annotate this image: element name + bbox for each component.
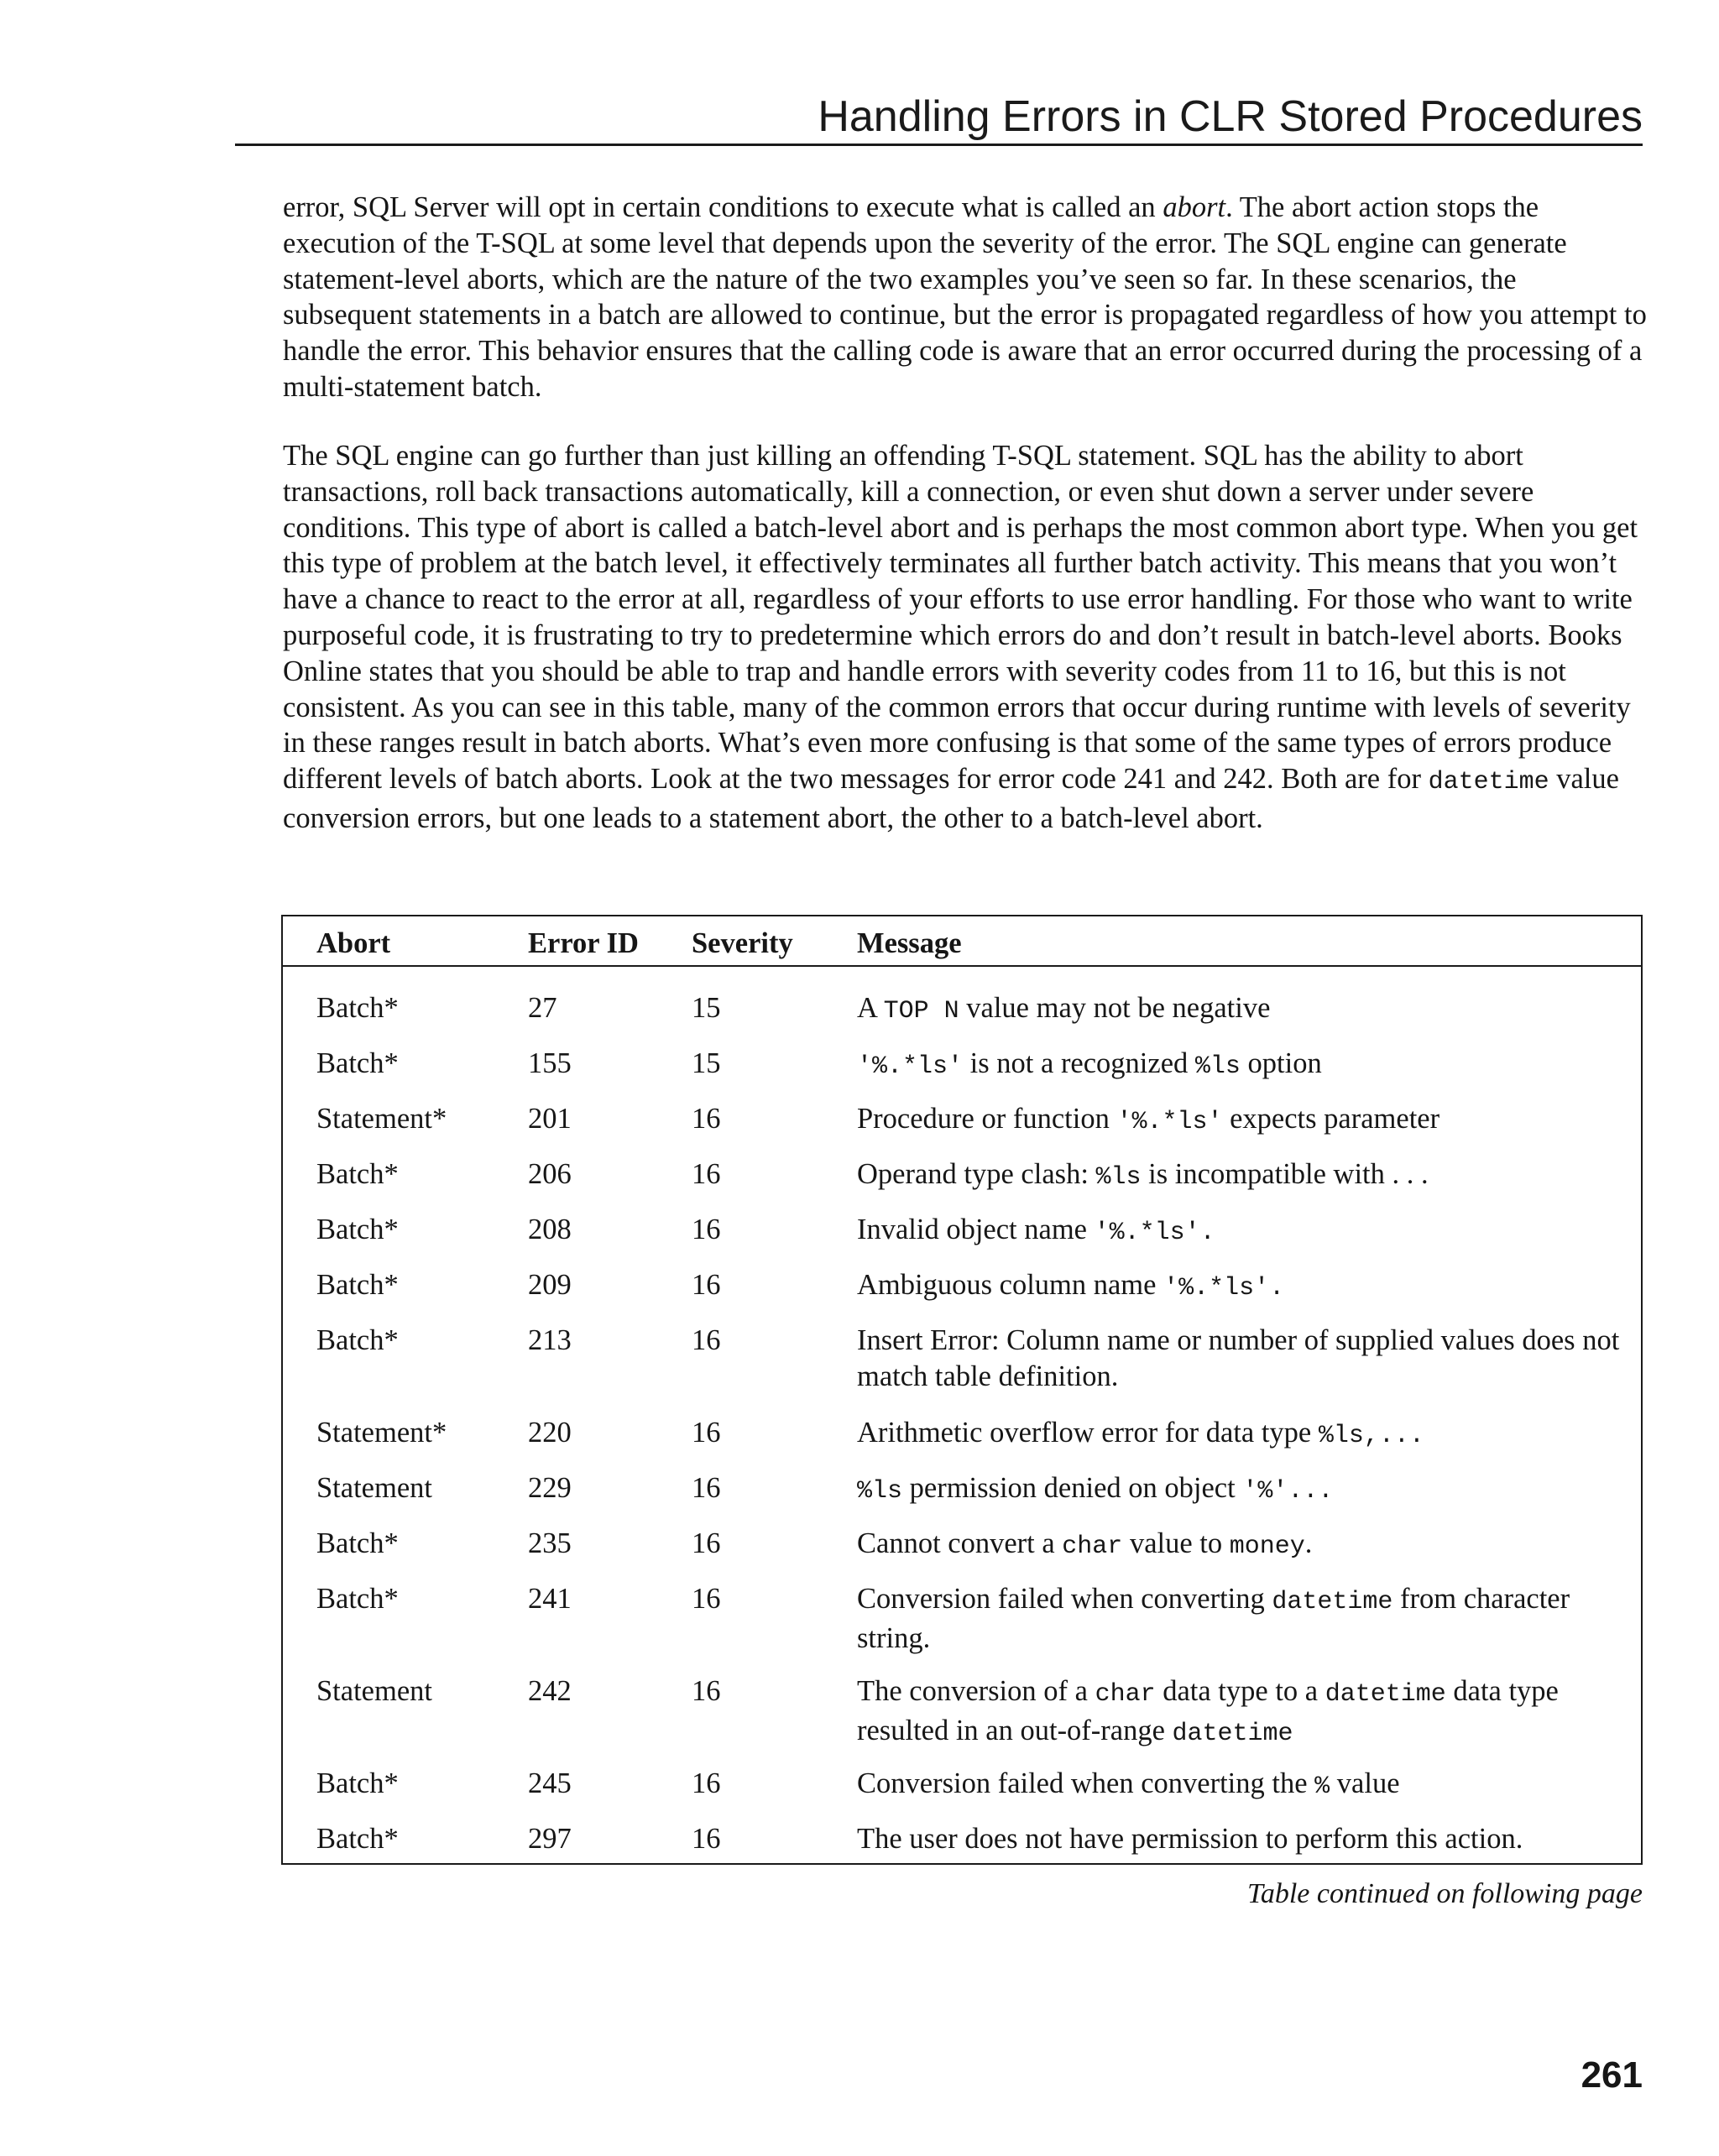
column-header-abort: Abort — [316, 927, 391, 959]
message-text: Ambiguous column name — [857, 1269, 1164, 1301]
message-text: Cannot convert a — [857, 1527, 1063, 1559]
message-code: '%.*ls'. — [1163, 1274, 1285, 1302]
message-text: The conversion of a — [857, 1675, 1095, 1707]
message-code: '%.*ls' — [1116, 1108, 1223, 1136]
message-cell — [857, 990, 1629, 1030]
message-text: A — [857, 992, 884, 1024]
paragraph-1-text: error, SQL Server will opt in certain conditions to execute what is called an — [283, 191, 1163, 223]
abort-cell: Batch* — [316, 1823, 399, 1855]
abort-cell: Batch* — [316, 992, 399, 1024]
message-cell — [857, 1821, 1629, 1857]
severity-cell: 16 — [692, 1417, 721, 1449]
message-code: datetime — [1325, 1680, 1446, 1709]
message-cell — [857, 1526, 1629, 1565]
error-id-cell: 235 — [528, 1527, 572, 1559]
message-code: char — [1095, 1680, 1156, 1709]
message-cell — [857, 1267, 1629, 1307]
message-code: %ls,... — [1318, 1422, 1424, 1450]
abort-cell: Batch* — [316, 1269, 399, 1301]
severity-cell: 16 — [692, 1767, 721, 1799]
message-text: Insert Error: Column name or number of supplied values does not match table definition. — [857, 1324, 1620, 1392]
abort-cell: Batch* — [316, 1047, 399, 1079]
severity-cell: 16 — [692, 1675, 721, 1707]
error-id-cell: 245 — [528, 1767, 572, 1799]
message-cell — [857, 1212, 1629, 1251]
paragraph-1-text-rest: . The abort action stops the execution of the T-SQL at some level that depends upon the severity of the error. The SQL engine can generate statement-level aborts, which are the nature of the two examples you’ve seen so far. In these scenarios, the subsequent statements in a batch are allowed to continue, but the error is propagated regardless of how you attempt to handle the error. This behavior ensures that the calling code is aware that an error occurred during the processing of a multi-statement batch. — [283, 191, 1647, 403]
abort-cell: Batch* — [316, 1527, 399, 1559]
severity-cell: 16 — [692, 1103, 721, 1135]
severity-cell: 16 — [692, 1527, 721, 1559]
severity-cell: 16 — [692, 1472, 721, 1504]
error-id-cell: 155 — [528, 1047, 572, 1079]
message-text: Procedure or function — [857, 1103, 1117, 1135]
abort-cell: Batch* — [316, 1583, 399, 1615]
abort-cell: Statement — [316, 1675, 432, 1707]
message-text: value — [1330, 1767, 1400, 1799]
error-table — [281, 915, 1643, 1865]
message-text: is not a recognized — [963, 1047, 1195, 1079]
table-continued-note: Table continued on following page — [1247, 1878, 1643, 1909]
column-header-error-id: Error ID — [528, 927, 639, 959]
running-head-title: Handling Errors in CLR Stored Procedures — [818, 92, 1643, 141]
abort-cell: Batch* — [316, 1767, 399, 1799]
message-cell — [857, 1101, 1629, 1141]
message-cell — [857, 1415, 1629, 1454]
column-header-severity: Severity — [692, 927, 793, 959]
severity-cell: 15 — [692, 992, 721, 1024]
severity-cell: 16 — [692, 1158, 721, 1190]
page-number: 261 — [1581, 2054, 1643, 2096]
severity-cell: 16 — [692, 1823, 721, 1855]
message-cell — [857, 1673, 1629, 1751]
message-code: datetime — [1272, 1588, 1393, 1616]
error-id-cell: 297 — [528, 1823, 572, 1855]
severity-cell: 16 — [692, 1583, 721, 1615]
error-id-cell: 242 — [528, 1675, 572, 1707]
message-code: '%.*ls'. — [1094, 1219, 1215, 1247]
message-code: '%'... — [1242, 1477, 1334, 1506]
message-text: permission denied on object — [902, 1472, 1243, 1504]
severity-cell: 15 — [692, 1047, 721, 1079]
error-id-cell: 206 — [528, 1158, 572, 1190]
abort-cell: Statement* — [316, 1417, 447, 1449]
error-id-cell: 209 — [528, 1269, 572, 1301]
severity-cell: 16 — [692, 1324, 721, 1356]
abort-cell: Batch* — [316, 1158, 399, 1190]
message-cell — [857, 1766, 1629, 1805]
message-text: option — [1240, 1047, 1322, 1079]
header-rule — [235, 144, 1643, 146]
message-text: The user does not have permission to perform this action. — [857, 1823, 1523, 1855]
message-text: . — [1304, 1527, 1313, 1559]
column-header-message: Message — [857, 927, 962, 959]
error-id-cell: 241 — [528, 1583, 572, 1615]
table-header-row — [283, 916, 1641, 967]
message-text: Conversion failed when converting the — [857, 1767, 1315, 1799]
message-text: value may not be negative — [959, 992, 1271, 1024]
abort-cell: Batch* — [316, 1324, 399, 1356]
message-code: money — [1229, 1532, 1305, 1561]
paragraph-2 — [283, 438, 1648, 837]
message-code: TOP N — [883, 997, 959, 1026]
message-text: Operand type clash: — [857, 1158, 1096, 1190]
message-text: from character string. — [857, 1583, 1570, 1654]
message-text: data type resulted in an out-of-range — [857, 1675, 1559, 1746]
message-text: is incompatible with . . . — [1141, 1158, 1429, 1190]
message-cell — [857, 1581, 1629, 1656]
abort-cell: Batch* — [316, 1214, 399, 1245]
error-id-cell: 213 — [528, 1324, 572, 1356]
paragraph-1 — [283, 190, 1648, 405]
severity-cell: 16 — [692, 1269, 721, 1301]
paragraph-2-code: datetime — [1428, 768, 1549, 797]
message-code: datetime — [1172, 1719, 1293, 1748]
message-text: Arithmetic overflow error for data type — [857, 1417, 1319, 1449]
error-id-cell: 27 — [528, 992, 557, 1024]
severity-cell: 16 — [692, 1214, 721, 1245]
error-id-cell: 229 — [528, 1472, 572, 1504]
message-code: %ls — [857, 1477, 903, 1506]
paragraph-1-emphasis: abort — [1163, 191, 1226, 223]
message-code: char — [1062, 1532, 1123, 1561]
message-text: expects parameter — [1222, 1103, 1440, 1135]
error-id-cell: 201 — [528, 1103, 572, 1135]
abort-cell: Statement — [316, 1472, 432, 1504]
message-code: '%.*ls' — [857, 1052, 964, 1081]
abort-cell: Statement* — [316, 1103, 447, 1135]
message-text: data type to a — [1155, 1675, 1325, 1707]
message-cell — [857, 1323, 1629, 1394]
message-cell — [857, 1470, 1629, 1510]
message-code: % — [1314, 1772, 1330, 1801]
error-id-cell: 220 — [528, 1417, 572, 1449]
paragraph-2-text: The SQL engine can go further than just killing an offending T-SQL statement. SQL has the ability to abort transactions, roll back transactions automatically, kill a connection, or even shut down a server under severe conditions. This type of abort is called a batch-level abort and is perhaps the most common abort type. When you get this type of problem at the batch level, it effectively terminates all further batch activity. This means that you won’t have a chance to react to the error at all, regardless of your efforts to use error handling. For those who want to write purposeful code, it is frustrating to try to predetermine which errors do and don’t result in batch-level aborts. Books Online states that you should be able to trap and handle errors with severity codes from 11 to 16, but this is not consistent. As you can see in this table, many of the common errors that occur during runtime with levels of severity in these ranges result in batch aborts. What’s even more confusing is that some of the same types of errors produce different levels of batch aborts. Look at the two messages for error code 241 and 242. Both are for — [283, 440, 1638, 796]
error-id-cell: 208 — [528, 1214, 572, 1245]
message-text: Conversion failed when converting — [857, 1583, 1272, 1615]
message-code: %ls — [1194, 1052, 1241, 1081]
message-code: %ls — [1095, 1163, 1142, 1192]
message-text: Invalid object name — [857, 1214, 1095, 1245]
paragraph-2-text-rest: value conversion errors, but one leads to a statement abort, the other to a batch-level abort. — [283, 763, 1619, 834]
message-text: value to — [1122, 1527, 1230, 1559]
message-cell — [857, 1046, 1629, 1085]
message-cell — [857, 1156, 1629, 1196]
